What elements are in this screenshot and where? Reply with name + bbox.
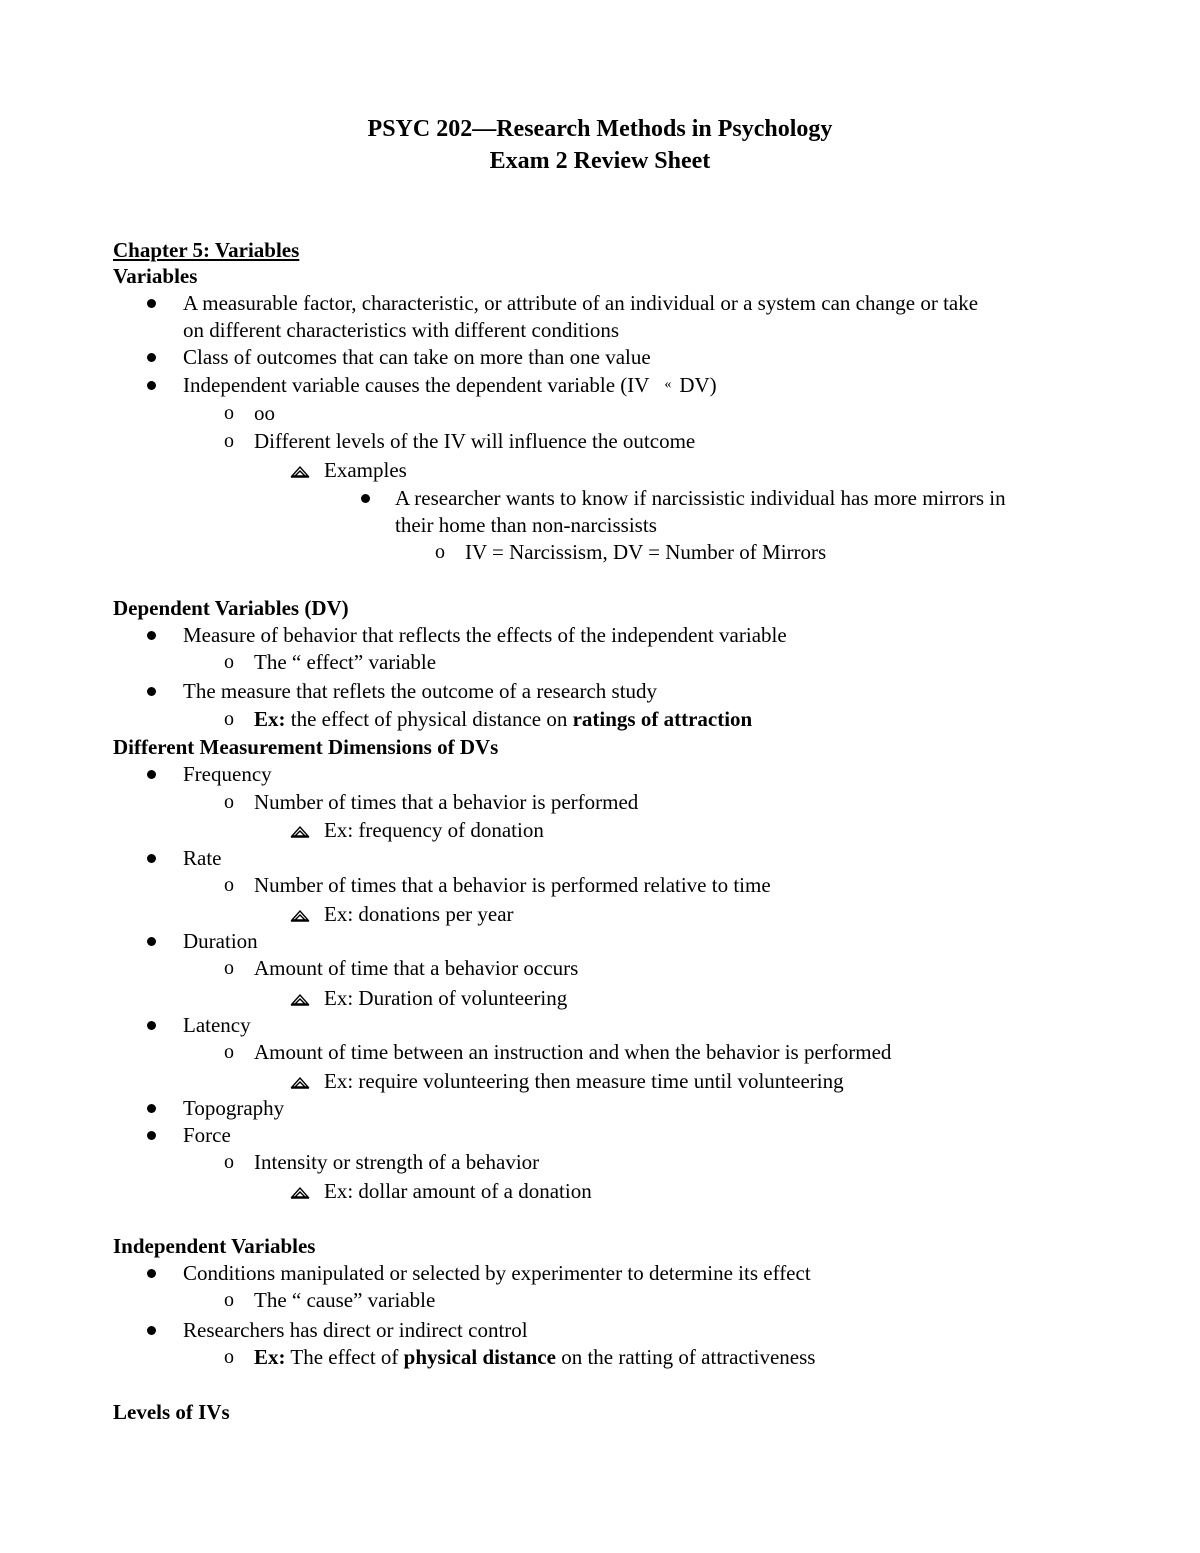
wingding-bullet-icon xyxy=(290,1184,310,1200)
list-item-text: The effect of xyxy=(285,1345,404,1369)
list-item-text: on the ratting of attractiveness xyxy=(555,1345,816,1369)
bullet-icon xyxy=(147,1104,156,1113)
list-item xyxy=(183,1012,251,1039)
wingding-bullet-icon xyxy=(290,1074,310,1090)
list-item xyxy=(395,485,1006,512)
list-item-continuation: on different characteristics with different conditions xyxy=(183,318,619,342)
list-item xyxy=(224,649,437,676)
list-item-text: Amount of time that a behavior occurs xyxy=(254,956,579,980)
circle-bullet-icon: o xyxy=(224,874,234,896)
list-item xyxy=(224,1039,892,1066)
list-item-text: The measure that reflets the outcome of a research study xyxy=(183,679,658,703)
bullet-icon xyxy=(147,1269,156,1278)
arrow-symbol: « xyxy=(664,377,672,392)
list-item xyxy=(224,872,771,899)
circle-bullet-icon: o xyxy=(224,402,234,424)
list-item xyxy=(183,290,978,317)
bullet-icon xyxy=(361,494,370,503)
list-item-text: Duration xyxy=(183,929,258,953)
circle-bullet-icon: o xyxy=(224,430,234,452)
list-item xyxy=(224,789,639,816)
document-subtitle: Exam 2 Review Sheet xyxy=(489,148,711,174)
list-item xyxy=(183,928,258,955)
list-item-text: Conditions manipulated or selected by experimenter to determine its effect xyxy=(183,1261,811,1285)
list-item xyxy=(224,1287,436,1314)
bold-text: physical distance xyxy=(403,1345,556,1369)
list-item xyxy=(183,1095,284,1122)
list-item-text: the effect of physical distance on xyxy=(285,707,573,731)
list-item-continuation: their home than non-narcissists xyxy=(395,513,657,537)
list-item-text: Independent variable causes the dependent variable (IV xyxy=(183,373,650,397)
list-item-text: Ex: require volunteering then measure time until volunteering xyxy=(324,1069,844,1093)
bullet-icon xyxy=(147,1326,156,1335)
list-item xyxy=(324,1178,592,1205)
bullet-icon xyxy=(147,631,156,640)
list-item-text: Measure of behavior that reflects the effects of the independent variable xyxy=(183,623,787,647)
list-item xyxy=(183,1122,231,1149)
bullet-icon xyxy=(147,353,156,362)
list-item xyxy=(183,372,717,402)
list-item xyxy=(224,706,753,733)
circle-bullet-icon: o xyxy=(224,1289,234,1311)
list-item-text: Ex: frequency of donation xyxy=(324,818,544,842)
section-heading-variables: Variables xyxy=(113,264,198,288)
bullet-icon xyxy=(147,1021,156,1030)
list-item-text: Topography xyxy=(183,1096,285,1120)
list-item-text: IV = Narcissism, DV = Number of Mirrors xyxy=(465,540,827,564)
list-item xyxy=(183,845,221,872)
section-heading-levels: Levels of IVs xyxy=(113,1400,230,1424)
list-item-text: Number of times that a behavior is performed xyxy=(254,790,639,814)
list-item xyxy=(324,1068,844,1095)
bullet-icon xyxy=(147,854,156,863)
list-item xyxy=(224,955,579,982)
list-item-text: DV) xyxy=(679,373,717,397)
list-item-text: Number of times that a behavior is performed relative to time xyxy=(254,873,771,897)
chapter-heading: Chapter 5: Variables xyxy=(113,238,300,262)
circle-bullet-icon: o xyxy=(224,957,234,979)
list-item xyxy=(224,1344,816,1371)
bold-text: Ex: xyxy=(254,707,286,731)
circle-bullet-icon: o xyxy=(224,1041,234,1063)
list-item-text: Rate xyxy=(183,846,222,870)
list-item xyxy=(324,985,567,1012)
circle-bullet-icon: o xyxy=(224,708,234,730)
list-item-text: Examples xyxy=(324,458,407,482)
list-item-text: Researchers has direct or indirect control xyxy=(183,1318,528,1342)
list-item-text: Ex: Duration of volunteering xyxy=(324,986,568,1010)
list-item-text: Latency xyxy=(183,1013,251,1037)
bold-text: ratings of attraction xyxy=(572,707,753,731)
circle-bullet-icon: o xyxy=(224,1151,234,1173)
list-item xyxy=(183,1317,528,1344)
wingding-bullet-icon xyxy=(290,823,310,839)
list-item-text: A researcher wants to know if narcissistic individual has more mirrors in xyxy=(395,486,1006,510)
bullet-icon xyxy=(147,937,156,946)
list-item-text: Ex: dollar amount of a donation xyxy=(324,1179,592,1203)
list-item xyxy=(435,539,827,566)
list-item-text: Ex: donations per year xyxy=(324,902,514,926)
list-item-text: The “ cause” variable xyxy=(254,1288,436,1312)
circle-bullet-icon: o xyxy=(224,651,234,673)
list-item xyxy=(324,457,407,484)
list-item xyxy=(183,678,657,705)
list-item-text: Class of outcomes that can take on more than one value xyxy=(183,345,651,369)
list-item-text: The “ effect” variable xyxy=(254,650,437,674)
list-item-text: Different levels of the IV will influence the outcome xyxy=(254,429,696,453)
list-item xyxy=(324,817,544,844)
bullet-icon xyxy=(147,1131,156,1140)
list-item xyxy=(183,761,272,788)
wingding-bullet-icon xyxy=(290,907,310,923)
list-item-text: oo xyxy=(254,401,275,425)
section-heading-dv: Dependent Variables (DV) xyxy=(113,596,349,620)
list-item-text: A measurable factor, characteristic, or attribute of an individual or a system can change or take xyxy=(183,291,979,315)
list-item-text: Frequency xyxy=(183,762,272,786)
document-title: PSYC 202—Research Methods in Psychology xyxy=(367,116,833,142)
list-item xyxy=(183,622,787,649)
section-heading-iv: Independent Variables xyxy=(113,1234,316,1258)
bullet-icon xyxy=(147,381,156,390)
bold-text: Ex: xyxy=(254,1345,286,1369)
bullet-icon xyxy=(147,770,156,779)
wingding-bullet-icon xyxy=(290,991,310,1007)
circle-bullet-icon: o xyxy=(435,541,445,563)
wingding-bullet-icon xyxy=(290,463,310,479)
circle-bullet-icon: o xyxy=(224,1346,234,1368)
list-item-text: Amount of time between an instruction and when the behavior is performed xyxy=(254,1040,892,1064)
section-heading-dimensions: Different Measurement Dimensions of DVs xyxy=(113,735,499,759)
bullet-icon xyxy=(147,687,156,696)
list-item xyxy=(324,901,514,928)
bullet-icon xyxy=(147,299,156,308)
list-item-text: Force xyxy=(183,1123,231,1147)
list-item xyxy=(224,1149,540,1176)
circle-bullet-icon: o xyxy=(224,791,234,813)
list-item xyxy=(183,1260,811,1287)
list-item-text: Intensity or strength of a behavior xyxy=(254,1150,540,1174)
list-item xyxy=(183,344,651,371)
list-item xyxy=(224,400,275,427)
list-item xyxy=(224,428,696,455)
